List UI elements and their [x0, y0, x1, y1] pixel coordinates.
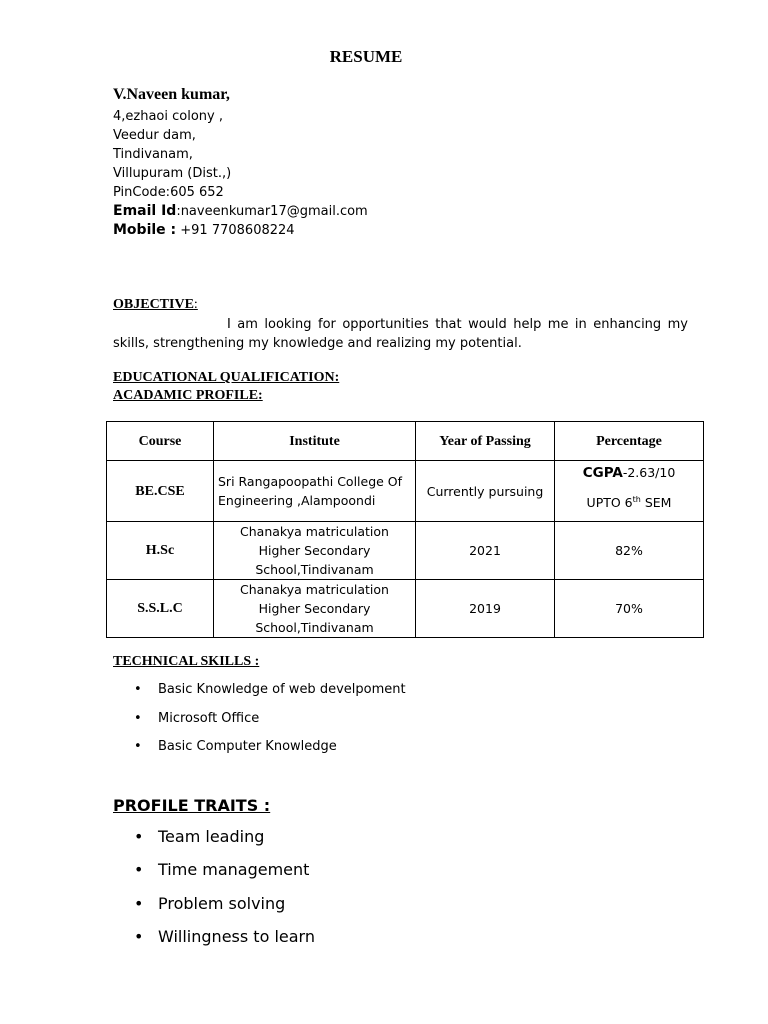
- email-value: :naveenkumar17@gmail.com: [176, 204, 368, 219]
- list-item: [134, 826, 315, 859]
- bullet-icon: •: [134, 682, 142, 697]
- list-item: [134, 709, 406, 738]
- technical-skills-heading: TECHNICAL SKILLS :: [113, 654, 260, 669]
- list-item: [134, 737, 406, 766]
- trait-text: Willingness to learn: [158, 926, 315, 946]
- mobile-label: Mobile :: [113, 222, 177, 238]
- bullet-icon: •: [134, 710, 142, 726]
- cgpa-value: -2.63/10: [622, 465, 676, 480]
- trait-text: Team leading: [158, 827, 265, 846]
- sem-suffix: SEM: [640, 495, 672, 511]
- percentage-cell: 70%: [555, 580, 704, 638]
- cgpa-label: CGPA: [582, 465, 623, 481]
- profile-traits-heading: PROFILE TRAITS :: [113, 796, 271, 815]
- list-item: [134, 893, 315, 926]
- list-item: [134, 859, 315, 892]
- address-pincode: PinCode:605 652: [113, 185, 224, 200]
- skill-text: Microsoft Office: [158, 710, 260, 726]
- sem-prefix: UPTO 6: [586, 495, 633, 511]
- skill-text: Basic Knowledge of web develpoment: [158, 682, 406, 697]
- course-cell: S.S.L.C: [107, 580, 214, 638]
- table-header-row: [107, 422, 704, 461]
- bullet-icon: •: [134, 860, 144, 880]
- table-row: [107, 580, 704, 638]
- objective-text: [113, 315, 688, 353]
- trait-text: Problem solving: [158, 893, 286, 913]
- technical-skills-list: [134, 680, 406, 766]
- email-label: Email Id: [113, 203, 177, 219]
- bullet-icon: •: [134, 739, 142, 754]
- table-row: [107, 461, 704, 522]
- address-line-4: Villupuram (Dist.,): [113, 166, 232, 181]
- bullet-icon: •: [134, 893, 144, 913]
- header-course: Course: [107, 422, 214, 461]
- objective-heading-line: [113, 297, 198, 313]
- year-cell: 2019: [416, 580, 555, 638]
- academic-profile-heading: ACADAMIC PROFILE:: [113, 388, 263, 403]
- year-cell: Currently pursuing: [416, 461, 555, 522]
- candidate-name: V.Naveen kumar,: [113, 86, 230, 103]
- header-institute: Institute: [214, 422, 416, 461]
- institute-cell: Chanakya matriculation Higher Secondary School,Tindivanam: [214, 522, 416, 580]
- percentage-cell: [555, 461, 704, 522]
- list-item: [134, 926, 315, 959]
- mobile-line: [113, 221, 295, 240]
- institute-cell: Chanakya matriculation Higher Secondary School,Tindivanam: [214, 580, 416, 638]
- objective-colon: :: [193, 297, 198, 312]
- address-line-3: Tindivanam,: [113, 147, 193, 162]
- percentage-cell: 82%: [555, 522, 704, 580]
- objective-heading: OBJECTIVE: [113, 297, 194, 312]
- course-cell: BE.CSE: [107, 461, 214, 522]
- resume-title: RESUME: [329, 47, 403, 66]
- mobile-value: +91 7708608224: [176, 223, 295, 238]
- email-line: [113, 202, 368, 221]
- address-line-2: Veedur dam,: [113, 128, 196, 143]
- bullet-icon: •: [134, 926, 144, 946]
- objective-body: I am looking for opportunities that would help me in enhancing my skills, strengthening my knowledge and realizing my potential.: [113, 317, 688, 351]
- header-year: Year of Passing: [416, 422, 555, 461]
- address-line-1: 4,ezhaoi colony ,: [113, 109, 223, 124]
- table-row: [107, 522, 704, 580]
- profile-traits-list: [134, 826, 315, 959]
- sem-sup: th: [632, 495, 641, 504]
- bullet-icon: •: [134, 827, 144, 846]
- header-percentage: Percentage: [555, 422, 704, 461]
- list-item: [134, 680, 406, 709]
- trait-text: Time management: [158, 860, 310, 880]
- academic-table: [106, 421, 704, 638]
- skill-text: Basic Computer Knowledge: [158, 739, 337, 754]
- year-cell: 2021: [416, 522, 555, 580]
- institute-cell: Sri Rangapoopathi College Of Engineering ,Alampoondi: [214, 461, 416, 522]
- education-heading: EDUCATIONAL QUALIFICATION:: [113, 370, 340, 385]
- course-cell: H.Sc: [107, 522, 214, 580]
